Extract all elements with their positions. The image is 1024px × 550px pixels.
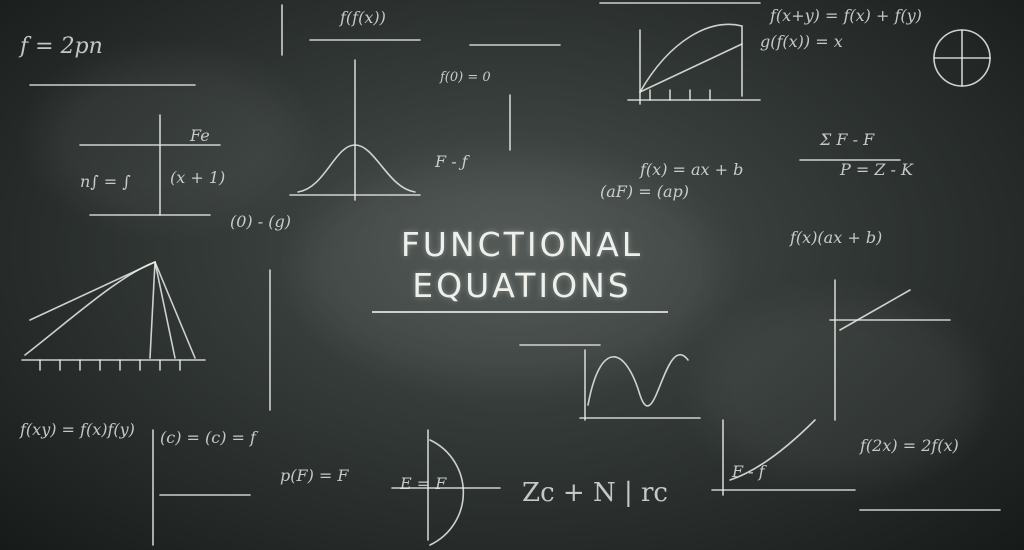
- title-line-1: FUNCTIONAL: [400, 225, 644, 264]
- formula-text: F - f: [732, 462, 765, 481]
- formula-text: F - ƒ: [435, 152, 468, 171]
- formula-text: (0) - (g): [230, 212, 291, 231]
- curve-line: [840, 290, 910, 330]
- wave-curve: [588, 355, 688, 406]
- formula-text: P = Z - K: [840, 160, 913, 179]
- formula-text: f(x) = ax + b: [640, 160, 744, 179]
- formula-text: Zc + N | rc: [522, 478, 668, 508]
- formula-text: f(f(x)): [340, 8, 386, 27]
- formula-text: f(xy) = f(x)f(y): [20, 420, 135, 439]
- formula-text: f(x)(ax + b): [790, 228, 883, 247]
- formula-text: E = F: [400, 474, 447, 493]
- formula-text: p(F) = F: [280, 466, 349, 485]
- title-line-2: EQUATIONS: [412, 266, 632, 305]
- formula-text: (x + 1): [170, 168, 226, 187]
- formula-text: Fe: [190, 126, 210, 145]
- formula-text: f(0) = 0: [440, 70, 491, 85]
- formula-text: f = 2pn: [20, 34, 103, 59]
- fan-line: [155, 262, 195, 358]
- fan-line: [155, 262, 175, 358]
- fan-line: [30, 262, 155, 320]
- title-underline: [372, 311, 668, 313]
- page-title: [363, 224, 681, 306]
- formula-text: f(2x) = 2f(x): [860, 436, 959, 455]
- fan-line: [25, 262, 155, 355]
- formula-text: Σ F - F: [820, 130, 875, 149]
- formula-text: g(f(x)) = x: [760, 32, 843, 51]
- bell-curve: [298, 145, 415, 192]
- formula-text: n∫ = ∫: [80, 172, 131, 191]
- formula-text: f(x+y) = f(x) + f(y): [770, 6, 922, 25]
- formula-text: (aF) = (ap): [600, 182, 689, 201]
- fan-line: [150, 262, 155, 358]
- formula-text: (c) = (c) = f: [160, 428, 256, 447]
